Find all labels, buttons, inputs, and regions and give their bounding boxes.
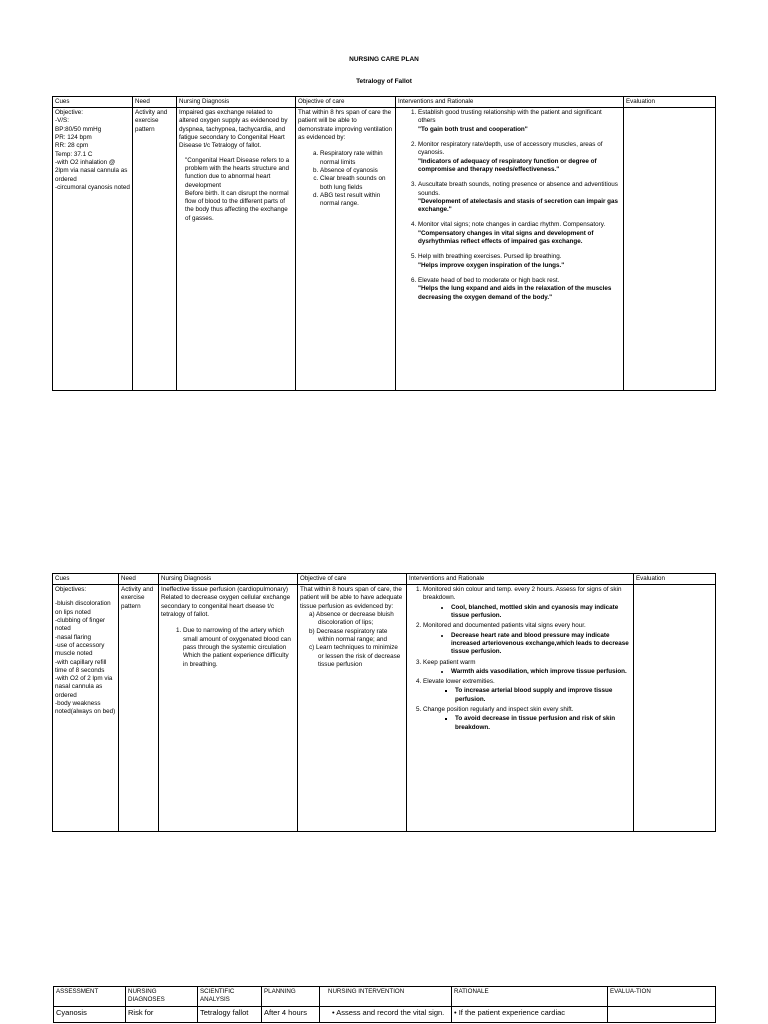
header-objective: Objective of care [298,574,407,585]
header-objective: Objective of care [296,97,396,108]
diagnosis-item: 1. Due to narrowing of the artery which small amount of oxygenated blood can pass through the systemic circulation Which the patient experience difficulty in breathing. [183,627,295,668]
objective-cell [296,108,396,391]
header-need: Need [133,97,177,108]
intervention-item: 1. Establish good trusting relationship with the patient and significant others "To gain both trust and cooperation" [418,109,621,134]
rationale-text: "Indicators of adequacy of respiratory function or degree of compromise and therapy needs/effectiveness." [418,157,597,173]
planning-cell: After 4 hours [262,1007,320,1023]
header-scientific-analysis: SCIENTIFIC ANALYSIS [198,987,262,1007]
intervention-item: 2. Monitor respiratory rate/depth, use of accessory muscles, areas of cyanosis. "Indicators of adequacy of respiratory function or degree of compromise and therapy needs/effectiveness." [418,141,621,174]
objective-item: c. Clear breath sounds on both lung fields [320,175,393,192]
header-cues: Cues [53,574,119,585]
header-evaluation: Evaluation [624,97,716,108]
evaluation-cell [634,585,716,832]
objective-item: c) Learn techniques to minimize or lessen the risk of decrease tissue perfusion [309,644,401,668]
rationale-text: "Compensatory changes in vital signs and development of dysrhythmias reflect effects of impaired gas exchange. [418,229,594,246]
need-cell: Activity and exercise pattern [119,585,159,832]
intervention-item: 1. Monitored skin colour and temp. every 2 hours. Assess for signs of skin breakdown. • Cool, blanched, mottled skin and cyanosis may indicate tissue perfusion. [423,586,631,620]
intervention-item: 3. Keep patient warm • Warmth aids vasodilation, which improve tissue perfusion. [423,659,631,677]
diagnosis-text: Impaired gas exchange related to altered oxygen supply as evidenced by dyspnea, tachypnea, tachycardia, and fatigue secondary to Congenital Heart Disease t/c Tetralogy of fallot. [179,109,288,150]
objective-cell [298,585,407,832]
cues-title: Objectives: [55,586,87,594]
objective-item: a. Respiratory rate within normal limits [320,150,393,167]
table-row [54,1007,716,1023]
objective-item: a) Absence or decrease bluish discoloration of lips; [309,611,394,627]
table-row [53,108,716,391]
header-planning: PLANNING [262,987,320,1007]
rationale-text: • Decrease heart rate and blood pressure may indicate increased arteriovenous exchange,which leads to decrease tissue perfusion. [451,632,631,657]
diagnosis-explanation: "Congenital Heart Disease refers to a problem with the hearts structure and function due to abnormal heart development Before birth. It can disrupt the normal flow of blood to the different parts of the body thus affecting the exchange of gasses. [185,156,290,222]
header-interventions: Interventions and Rationale [407,574,634,585]
header-nursing-intervention: NURSING INTERVENTION [320,987,452,1007]
header-need: Need [119,574,159,585]
rationale-text: • Warmth aids vasodilation, which improve tissue perfusion. [451,668,631,676]
intervention-item: 5. Change position regularly and inspect skin every shift. ▪ To avoid decrease in tissue perfusion and risk of skin breakdown. [423,706,631,732]
analysis-cell: Tetralogy fallot [198,1007,262,1023]
header-evaluation: EVALUA-TION [608,987,716,1007]
care-plan-table-1 [52,96,716,391]
diagnosis-text: Ineffective tissue perfusion (cardiopulmonary) Related to decrease oxygen cellular exchange secondary to congenital heart dsease t/c tetralogy of fallot. [161,586,291,619]
header-cues: Cues [53,97,133,108]
header-diagnosis: Nursing Diagnosis [177,97,296,108]
rationale-text: • Cool, blanched, mottled skin and cyanosis may indicate tissue perfusion. [451,604,631,621]
rationale-text: ▪ To avoid decrease in tissue perfusion and risk of skin breakdown. [455,715,631,732]
rationale-text: "Helps the lung expand and aids in the relaxation of the muscles decreasing the oxygen demand of the body." [418,285,612,301]
diagnoses-cell: Risk for [126,1007,198,1023]
intervention-item: 2. Monitored and documented patients vital signs every hour. • Decrease heart rate and blood pressure may indicate increased arteriovenous exchange,which leads to decrease tissue perfusion. [423,622,631,656]
interventions-cell [396,108,624,391]
table-header-row [53,97,716,108]
care-plan-table-3 [53,986,716,1023]
table-row [53,585,716,832]
objective-item: b) Decrease respiratory rate within normal range; and [309,627,388,643]
header-evaluation: Evaluation [634,574,716,585]
interventions-cell [407,585,634,832]
objective-item: b. Absence of cyanosis [320,167,393,175]
rationale-cell: • If the patient experience cardiac [452,1007,608,1023]
assessment-cell: Cyanosis [54,1007,126,1023]
header-rationale: RATIONALE [452,987,608,1007]
care-plan-table-2 [52,573,716,832]
rationale-text: ▪ To increase arterial blood supply and improve tissue perfusion. [455,687,631,704]
page-subtitle: Tetralogy of Fallot [356,78,412,85]
need-cell: Activity and exercise pattern [133,108,177,391]
header-interventions: Interventions and Rationale [396,97,624,108]
page-title: NURSING CARE PLAN [349,56,419,63]
intervention-item: 3. Auscultate breath sounds, noting presence or absence and adventitious sounds. "Development of atelectasis and stasis of secretion can impair gas exchange." [418,181,621,214]
header-nursing-diagnoses: NURSING DIAGNOSES [126,987,198,1007]
evaluation-cell [608,1007,716,1023]
rationale-text: "Development of atelectasis and stasis of secretion can impair gas exchange." [418,197,619,214]
intervention-item: 4. Monitor vital signs; note changes in cardiac rhythm. Compensatory. "Compensatory changes in vital signs and development of dysrhythmias reflect effects of impaired gas exchange. [418,221,621,246]
objective-intro: That within 8 hours span of care, the patient will be able to have adequate tissue perfusion as evidenced by: [300,586,403,610]
intervention-item: 4. Elevate lower extremities. ▪ To increase arterial blood supply and improve tissue perfusion. [423,678,631,704]
intervention-cell: • Assess and record the vital sign. [320,1007,452,1023]
intervention-item: 5. Help with breathing exercises. Pursed lip breathing. "Helps improve oxygen inspiration of the lungs." [418,253,621,270]
objective-intro: That within 8 hrs span of care the patient will be able to demonstrate improving ventilation as evidenced by: [298,109,393,142]
intervention-item: 6. Elevate head of bed to moderate or high back rest. "Helps the lung expand and aids in the relaxation of the muscles decreasing the oxygen demand of the body." [418,277,621,302]
table-header-row [53,574,716,585]
rationale-text: "To gain both trust and cooperation" [418,125,528,133]
diagnosis-cell [159,585,298,832]
table-header-row [54,987,716,1007]
header-assessment: ASSESSMENT [54,987,126,1007]
header-diagnosis: Nursing Diagnosis [159,574,298,585]
evaluation-cell [624,108,716,391]
objective-item: d. ABG test result within normal range. [320,192,393,209]
cues-text: -bluish discoloration on lips noted -clubbing of finger noted -nasal flaring -use of accessory muscle noted -with capillary refill time of 8 seconds -with O2 of 2 lpm via nasal cannula as ordered -body weakness noted(always on bed) [55,600,116,716]
cues-cell [53,585,119,832]
cues-cell: Objective: -V/S: BP:80/50 mmHg PR: 124 bpm RR: 28 cpm Temp: 37.1 C -with O2 inhalation @ 2lpm via nasal cannula as ordered -circumoral cyanosis noted [53,108,133,391]
rationale-text: "Helps improve oxygen inspiration of the lungs." [418,261,565,269]
diagnosis-cell [177,108,296,391]
